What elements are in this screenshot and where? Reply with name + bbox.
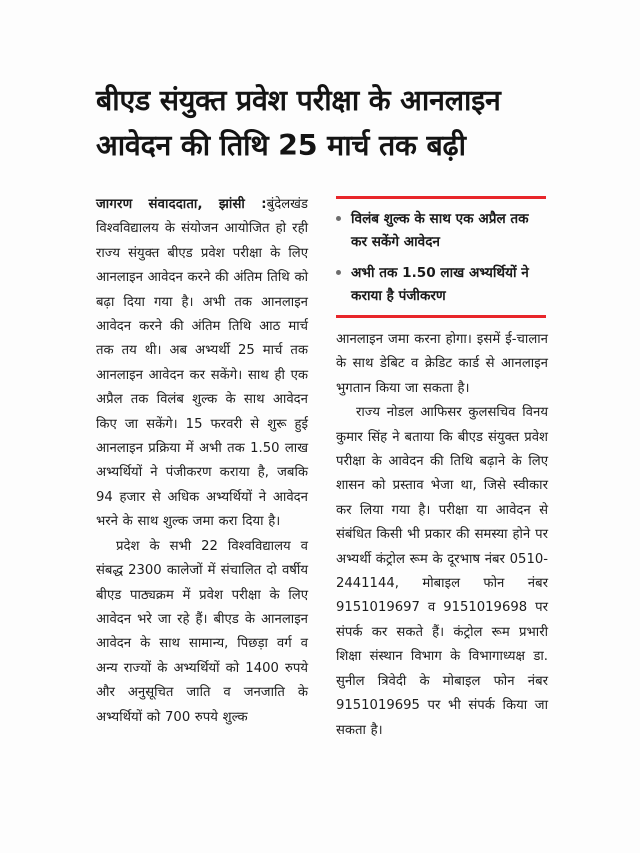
paragraph: राज्य नोडल आफिसर कुलसचिव विनय कुमार सिंह ने बताया कि बीएड संयुक्त प्रवेश परीक्षा के आवेदन की तिथि बढ़ाने के लिए शासन को प्रस्ताव भेजा था, जिसे स्वीकार कर लिया गया है। परीक्षा या आवेदन से संबंधित किसी भी प्रकार की समस्या होने पर अभ्यर्थी कंट्रोल रूम के दूरभाष नंबर 0510-2441144, मोबाइल फोन नंबर 9151019697 व 9151019698 पर संपर्क कर सकते हैं। कंट्रोल रूम प्रभारी शिक्षा संस्थान विभाग के विभागाध्यक्ष डा. सुनील त्रिवेदी के मोबाइल फोन नंबर 9151019695 पर भी संपर्क किया जा सकता है। [336,405,548,738]
column-right [336,193,548,743]
paragraph-text: बुंदेलखंड विश्वविद्यालय के संयोजन आयोजित हो रही राज्य संयुक्त बीएड प्रवेश परीक्षा के लिए आनलाइन आवेदन करने की अंतिम तिथि को बढ़ा दिया गया है। अभी तक आनलाइन आवेदन करने की अंतिम तिथि आठ मार्च तक तय थी। अब अभ्यर्थी 25 मार्च तक आनलाइन आवेदन कर सकेंगे। साथ ही एक अप्रैल तक विलंब शुल्क के साथ आवेदन किए जा सकेंगे। 15 फरवरी से शुरू हुई आनलाइन प्रक्रिया में अभी तक 1.50 लाख अभ्यर्थियों ने पंजीकरण कराया है, जबकि 94 हजार से अधिक अभ्यर्थियों ने आवेदन भरने के साथ शुल्क जमा करा दिया है। [96,197,308,530]
headline-line-2: आवेदन की तिथि 25 मार्च तक बढ़ी [96,129,466,162]
paragraph [96,193,308,535]
bullet-text: विलंब शुल्क के साथ एक अप्रैल तक कर सकेंगे आवेदन [351,211,529,250]
bullet-text: अभी तक 1.50 लाख अभ्यर्थियों ने कराया है पंजीकरण [351,265,529,304]
paragraph: प्रदेश के सभी 22 विश्वविद्यालय व संबद्ध 2300 कालेजों में संचालित दो वर्षीय बीएड पाठ्यक्रम में प्रवेश परीक्षा के लिए आवेदन भरे जा रहे हैं। बीएड के आनलाइन आवेदन के साथ सामान्य, पिछड़ा वर्ग व अन्य राज्यों के अभ्यर्थियों को 1400 रुपये और अनुसूचित जाति व जनजाति के अभ्यर्थियों को 700 रुपये शुल्क [96,538,308,725]
paragraph: आनलाइन जमा करना होगा। इसमें ई-चालान के साथ डेबिट व क्रेडिट कार्ड से आनलाइन भुगतान किया जा सकता है। [336,332,548,396]
headline-line-1: बीएड संयुक्त प्रवेश परीक्षा के आनलाइन [96,84,501,117]
column-left [96,193,308,730]
article-body [96,193,548,788]
page-title [96,78,556,168]
dateline: जागरण संवाददाता, झांसी : [96,197,267,212]
